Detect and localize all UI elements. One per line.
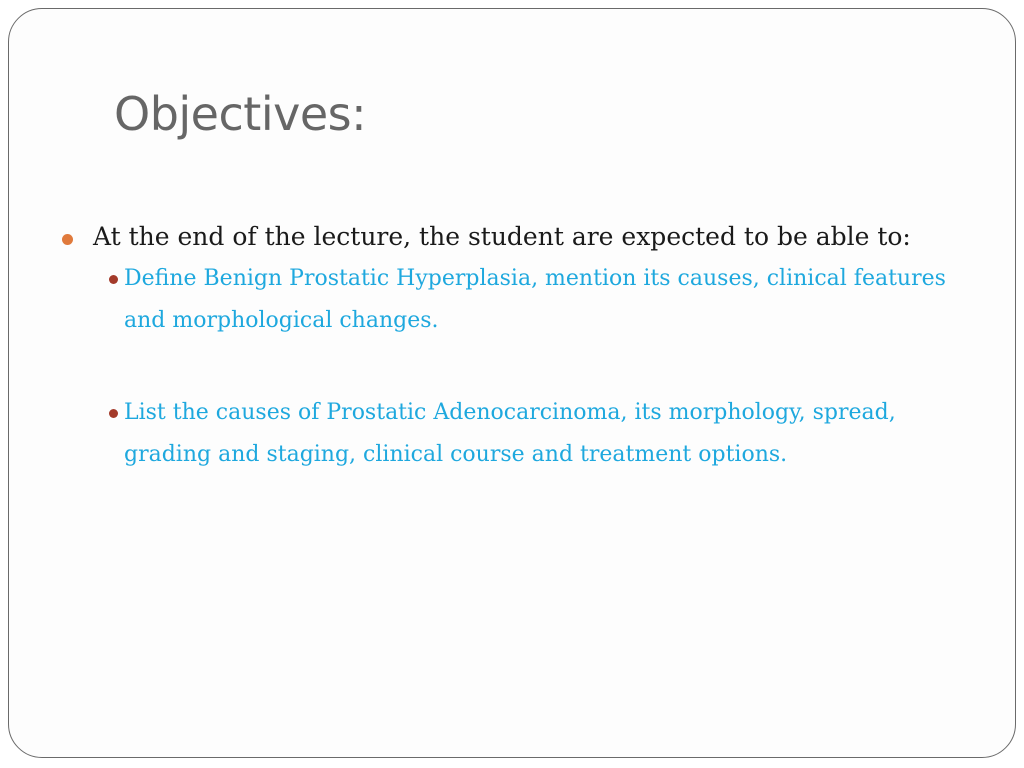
- slide-content: [57, 221, 987, 476]
- bullet-dot-icon: [109, 275, 118, 284]
- objective-text: List the causes of Prostatic Adenocarcinoma, its morphology, spread, grading and staging, clinical course and treatment options.: [124, 399, 896, 467]
- bullet-dot-icon: [109, 409, 118, 418]
- intro-bullet: [57, 221, 987, 254]
- slide: [8, 8, 1016, 758]
- list-item: [57, 392, 987, 476]
- bullet-dot-icon: [62, 234, 73, 245]
- intro-text: At the end of the lecture, the student are expected to be able to:: [93, 222, 911, 251]
- list-item: [57, 258, 987, 342]
- slide-title: Objectives:: [114, 87, 367, 141]
- objective-text: Define Benign Prostatic Hyperplasia, mention its causes, clinical features and morphological changes.: [124, 265, 946, 333]
- objectives-list: [57, 258, 987, 476]
